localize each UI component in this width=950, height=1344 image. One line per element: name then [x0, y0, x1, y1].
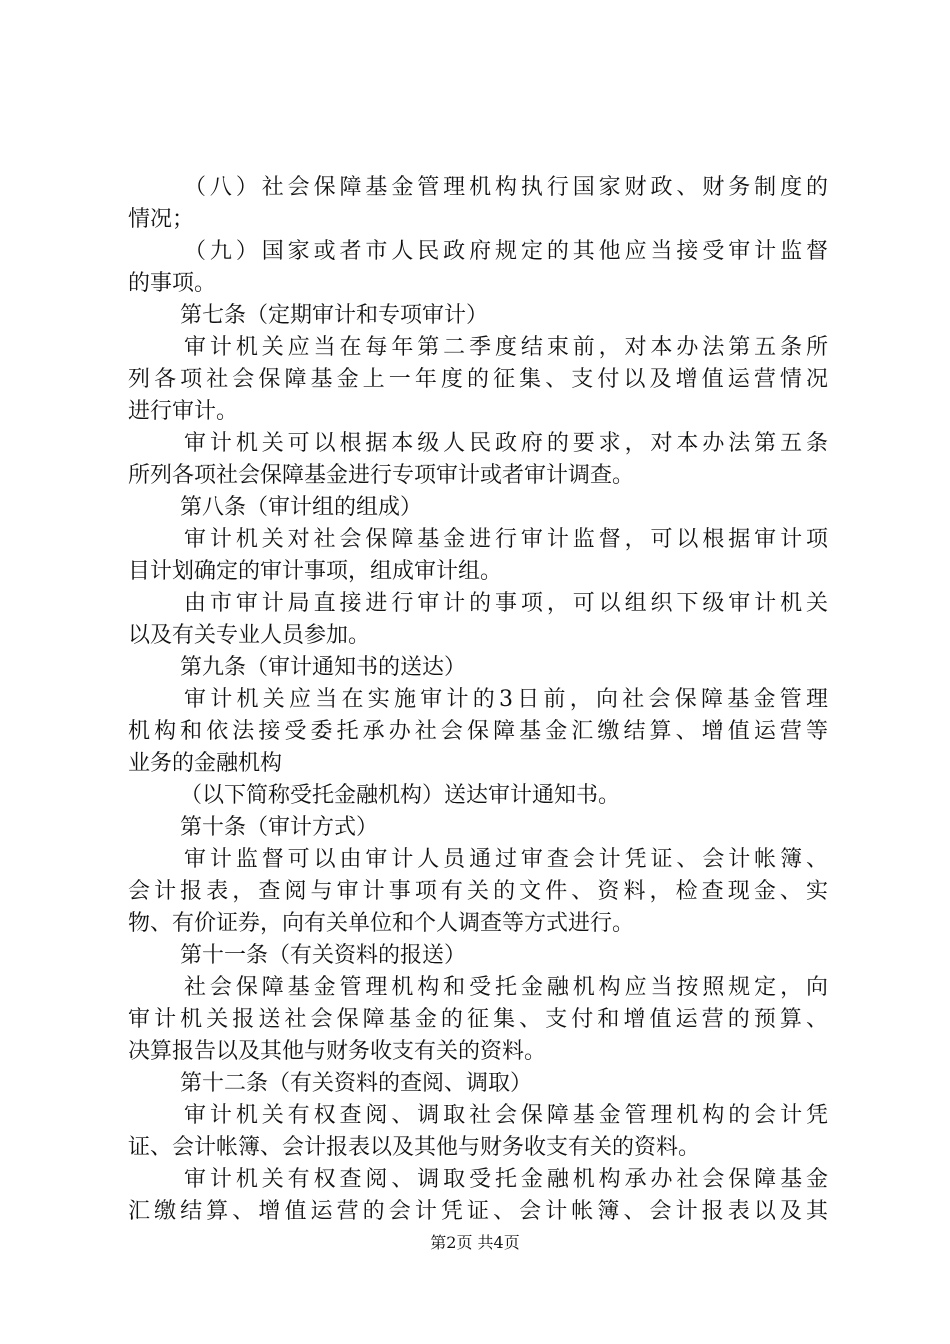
- text-line: 的事项。: [128, 271, 217, 296]
- text-line: 审计机关有权查阅、调取受托金融机构承办社会保障基金: [184, 1167, 828, 1192]
- text-line: 以及有关专业人员参加。: [128, 623, 371, 648]
- article-heading: （以下简称受托金融机构）送达审计通知书。: [180, 783, 621, 808]
- text-line: 会计报表，查阅与审计事项有关的文件、资料，检查现金、实: [128, 879, 828, 904]
- article-heading: 第十条（审计方式）: [180, 815, 379, 840]
- text-line: 审计机关对社会保障基金进行审计监督，可以根据审计项: [184, 527, 828, 552]
- text-line: 列各项社会保障基金上一年度的征集、支付以及增值运营情况: [128, 367, 828, 392]
- text-line: 审计机关报送社会保障基金的征集、支付和增值运营的预算、: [128, 1007, 828, 1032]
- text-line: 审计机关有权查阅、调取社会保障基金管理机构的会计凭: [184, 1103, 828, 1128]
- text-line: 业务的金融机构: [128, 751, 283, 776]
- text-line: （九）国家或者市人民政府规定的其他应当接受审计监督: [184, 239, 828, 264]
- text-line: 物、有价证券，向有关单位和个人调查等方式进行。: [128, 911, 635, 936]
- text-line: 机构和依法接受委托承办社会保障基金汇缴结算、增值运营等: [128, 719, 828, 744]
- text-line: 决算报告以及其他与财务收支有关的资料。: [128, 1039, 547, 1064]
- text-line: 目计划确定的审计事项，组成审计组。: [128, 559, 503, 584]
- text-line: 情况；: [128, 207, 195, 232]
- article-heading: 第八条（审计组的组成）: [180, 495, 423, 520]
- article-heading: 第十一条（有关资料的报送）: [180, 943, 467, 968]
- text-line: 进行审计。: [128, 399, 239, 424]
- text-line: 审计机关应当在每年第二季度结束前，对本办法第五条所: [184, 335, 828, 360]
- text-line: 汇缴结算、增值运营的会计凭证、会计帐簿、会计报表以及其: [128, 1199, 828, 1224]
- text-line: 所列各项社会保障基金进行专项审计或者审计调查。: [128, 463, 635, 488]
- article-heading: 第九条（审计通知书的送达）: [180, 655, 467, 680]
- text-line: 审计机关可以根据本级人民政府的要求，对本办法第五条: [184, 431, 828, 456]
- text-line: 审计机关应当在实施审计的3日前，向社会保障基金管理: [184, 687, 828, 712]
- text-line: 社会保障基金管理机构和受托金融机构应当按照规定，向: [184, 975, 828, 1000]
- text-line: 由市审计局直接进行审计的事项，可以组织下级审计机关: [184, 591, 828, 616]
- document-body: [128, 172, 828, 1228]
- text-line: （八）社会保障基金管理机构执行国家财政、财务制度的: [184, 175, 828, 200]
- article-heading: 第十二条（有关资料的查阅、调取）: [180, 1071, 533, 1096]
- article-heading: 第七条（定期审计和专项审计）: [180, 303, 489, 328]
- page-footer: 第2页 共4页: [430, 1233, 520, 1252]
- text-line: 审计监督可以由审计人员通过审查会计凭证、会计帐簿、: [184, 847, 828, 872]
- text-line: 证、会计帐簿、会计报表以及其他与财务收支有关的资料。: [128, 1135, 701, 1160]
